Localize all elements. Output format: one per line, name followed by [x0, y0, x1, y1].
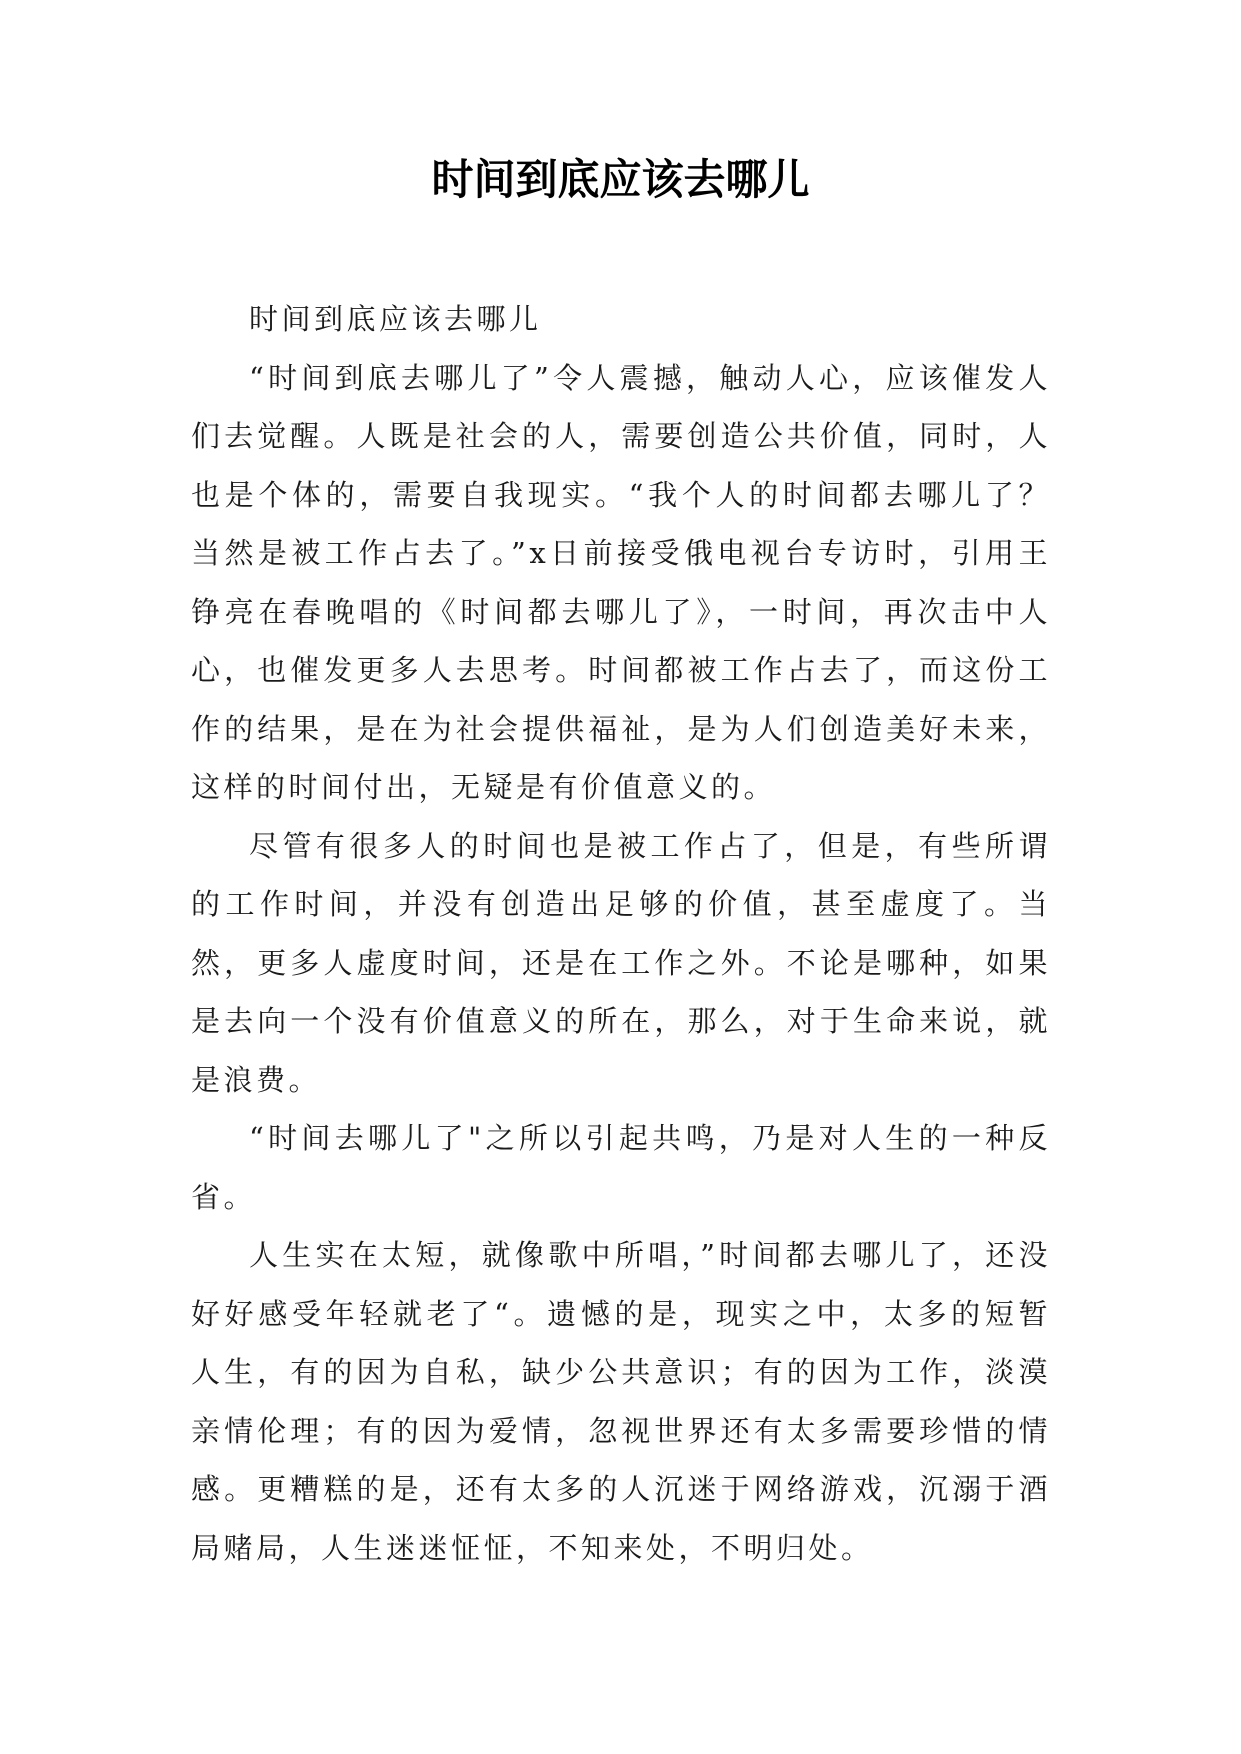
paragraph: 人生实在太短，就像歌中所唱，”时间都去哪儿了，还没好好感受年轻就老了“。遗憾的是，现实之中，太多的短暂人生，有的因为自私，缺少公共意识；有的因为工作，淡漠亲情伦理；有的因为爱情，忽视世界还有太多需要珍惜的情感。更糟糕的是，还有太多的人沉迷于网络游戏，沉溺于酒局赌局，人生迷迷怔怔，不知来处，不明归处。: [191, 1238, 1051, 1565]
paragraph-subtitle: 时间到底应该去哪儿: [249, 302, 542, 336]
document-title: 时间到底应该去哪儿: [431, 155, 810, 204]
document-body: [191, 290, 1051, 1577]
paragraph: “时间去哪儿了"之所以引起共鸣，乃是对人生的一种反省。: [191, 1121, 1051, 1214]
paragraph: “时间到底去哪儿了”令人震撼，触动人心，应该催发人们去觉醒。人既是社会的人，需要创造公共价值，同时，人也是个体的，需要自我现实。“我个人的时间都去哪儿了？当然是被工作占去了。”x日前接受俄电视台专访时，引用王铮亮在春晚唱的《时间都去哪儿了》，一时间，再次击中人心，也催发更多人去思考。时间都被工作占去了，而这份工作的结果，是在为社会提供福祉，是为人们创造美好未来，这样的时间付出，无疑是有价值意义的。: [191, 360, 1051, 804]
paragraph: 尽管有很多人的时间也是被工作占了，但是，有些所谓的工作时间，并没有创造出足够的价值，甚至虚度了。当然，更多人虚度时间，还是在工作之外。不论是哪种，如果是去向一个没有价值意义的所在，那么，对于生命来说，就是浪费。: [191, 828, 1051, 1097]
